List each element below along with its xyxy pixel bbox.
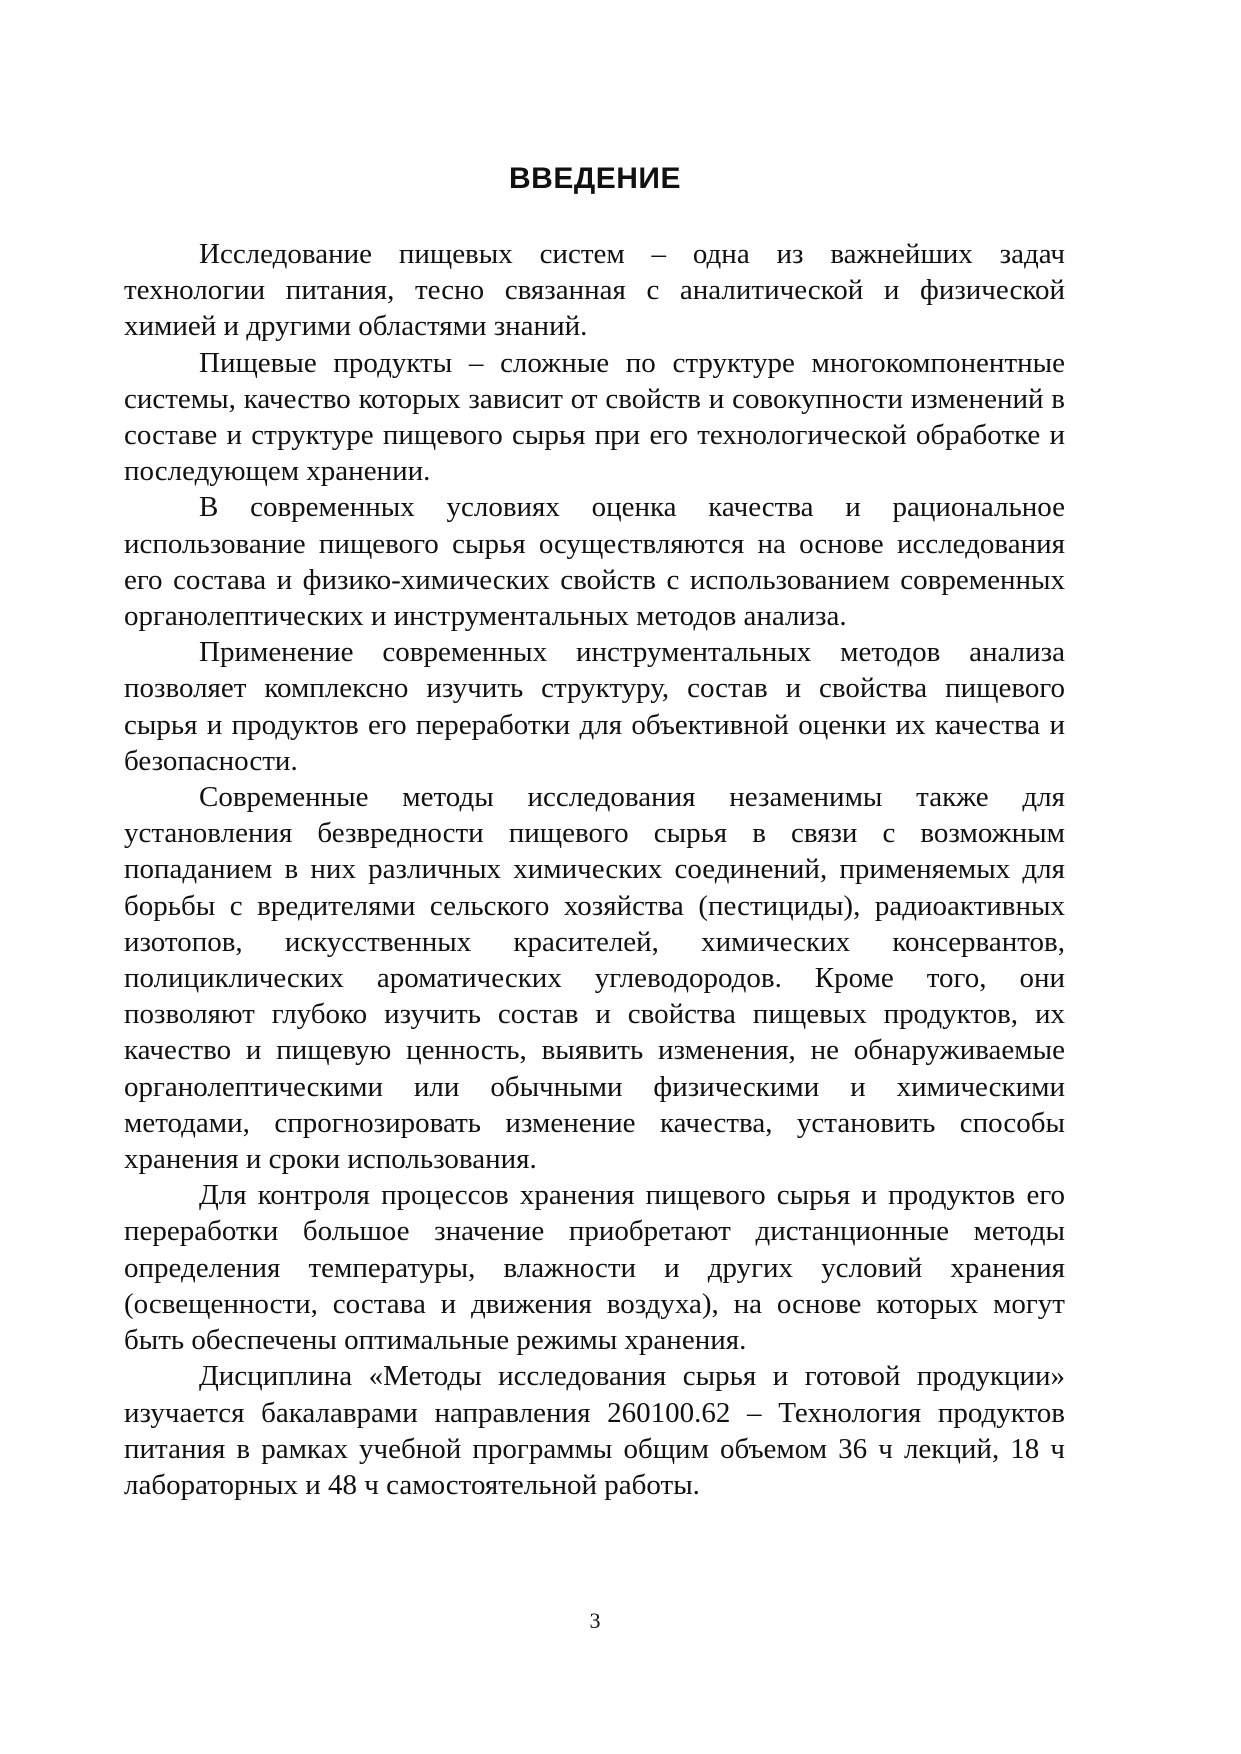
- page-number: 3: [589, 1608, 601, 1633]
- paragraph-6: Для контроля процессов хранения пищевого сырья и продуктов его переработки большое значение приобретают дистанционные методы определения температуры, влажности и других условий хранения (освещенности, состава и движения воздуха), на основе которых могут быть обеспечены оптимальные режимы хранения.: [124, 1179, 1065, 1357]
- paragraph-2: Пищевые продукты – сложные по структуре многокомпонентные системы, качество которых зависит от свойств и совокупности изменений в составе и структуре пищевого сырья при его технологической обработке и последующем хранении.: [124, 346, 1065, 488]
- paragraph-4: Применение современных инструментальных методов анализа позволяет комплексно изучить структуру, состав и свойства пищевого сырья и продуктов его переработки для объективной оценки их качества и безопасности.: [124, 636, 1065, 777]
- paragraph-3: В современных условиях оценка качества и рациональное использование пищевого сырья осуществляются на основе исследования его состава и физико-химических свойств с использованием современных органолептических и инструментальных методов анализа.: [124, 491, 1065, 633]
- paragraph-5: Современные методы исследования незаменимы также для установления безвредности пищевого сырья в связи с возможным попаданием в них различных химических соединений, применяемых для борьбы с вредителями сельского хозяйства (пестициды), радиоактивных изотопов, искусственных красителей, химических консервантов, полициклических ароматических углеводородов. Кроме того, они позволяют глубоко изучить состав и свойства пищевых продуктов, их качество и пищевую ценность, выявить изменения, не обнаруживаемые органолептическими или обычными физическими и химическими методами, спрогнозировать изменение качества, установить способы хранения и сроки использования.: [124, 781, 1065, 1176]
- paragraph-1: Исследование пищевых систем – одна из важнейших задач технологии питания, тесно связанная с аналитической и физической химией и другими областями знаний.: [124, 238, 1065, 343]
- paragraph-7: Дисциплина «Методы исследования сырья и готовой продукции» изучается бакалаврами направления 260100.62 – Технология продуктов питания в рамках учебной программы общим объемом 36 ч лекций, 18 ч лабораторных и 48 ч самостоятельной работы.: [124, 1360, 1065, 1501]
- page-title: ВВЕДЕНИЕ: [509, 162, 681, 195]
- body-text: [124, 236, 1065, 1503]
